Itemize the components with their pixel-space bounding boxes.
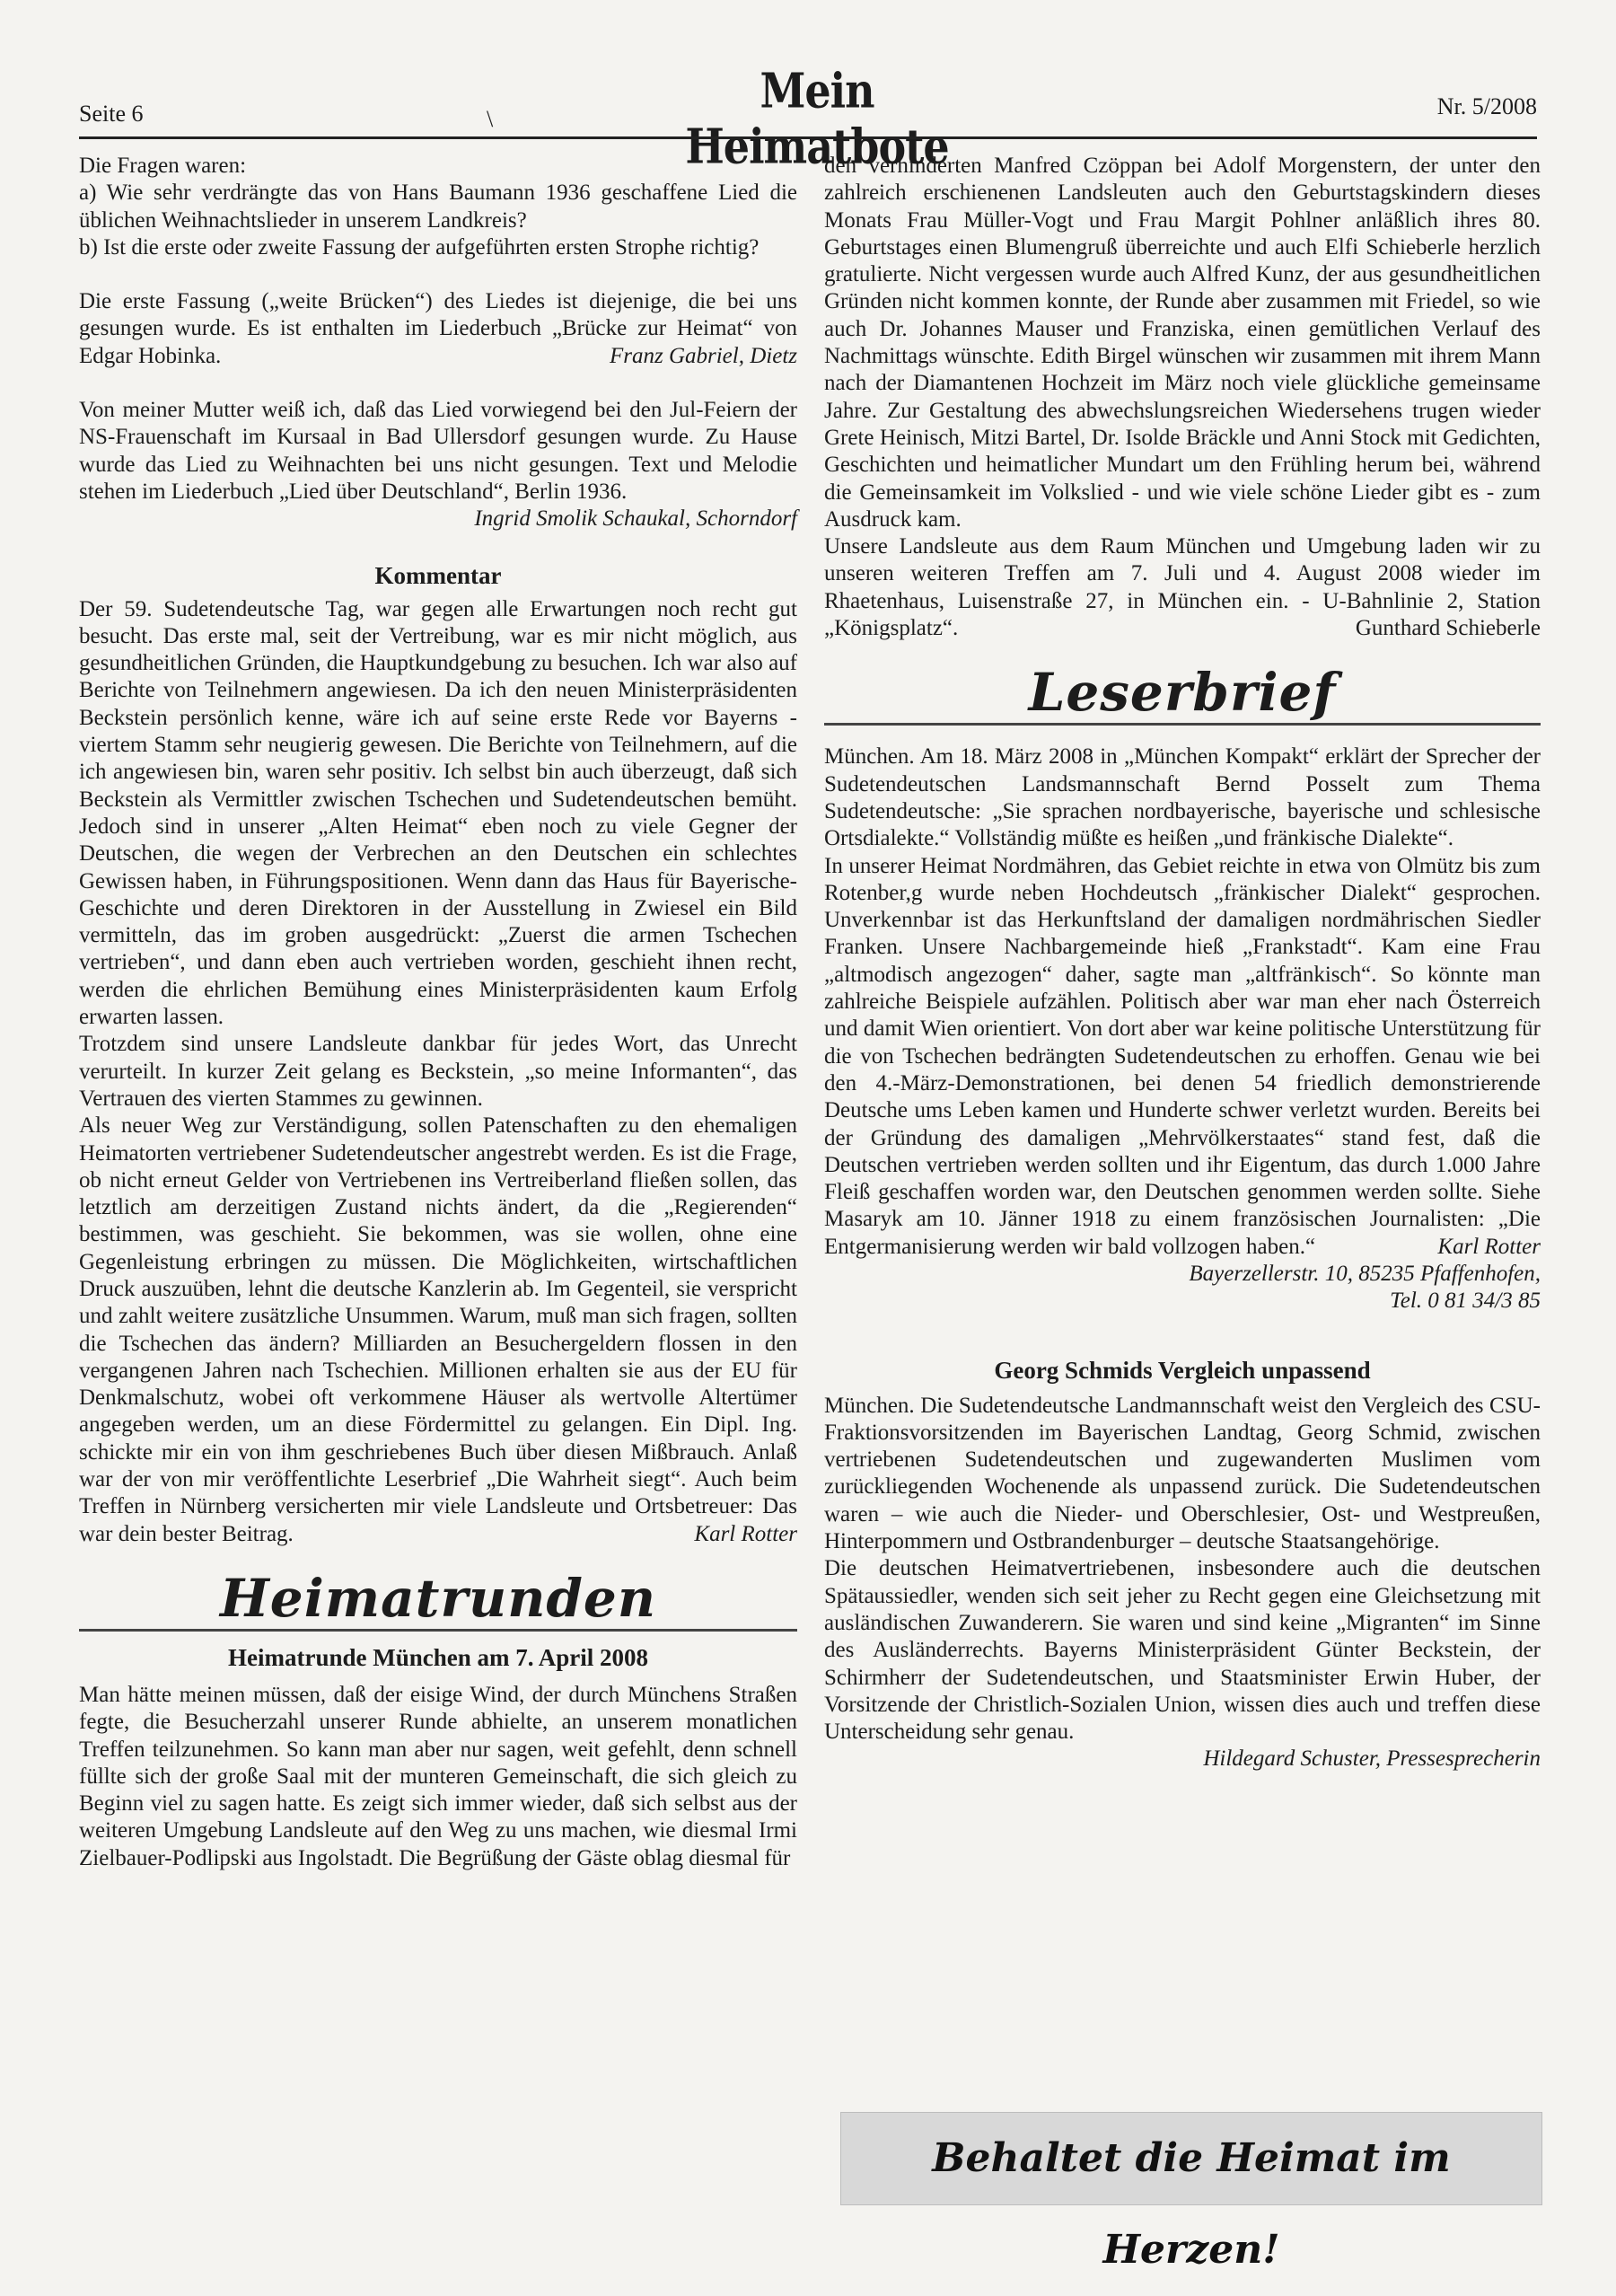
masthead-logo: Mein Heimatbote — [685, 62, 949, 175]
kommentar-paragraph-3-text: Als neuer Weg zur Verständigung, sollen Patenschaften zu den ehemaligen Heimatorten vertriebener Sudetendeutscher angestrebt werden. Es ist die Frage, ob nicht erneut Gelder von Vertriebenen ins Vertreiberland fließen sollen, das letztlich am derzeitigen Zustand nichts ändert, da die „Regierenden“ bestimmen, was geschieht. Sie bekommen, was sie wollen, ohne eine Gegenleistung erbringen zu müssen. Die Möglichkeiten, wirtschaftlichen Druck auszuüben, lehnt die deutsche Kanzlerin ab. Im Gegenteil, sie verspricht und zahlt weitere zusätzliche Unsummen. Warum, muß man sich fragen, sollten die Tschechen das ändern? Milliarden an Besuchergeldern flossen in den vergangenen Jahren nach Tschechien. Millionen erhalten sie aus der EU für Denkmalschutz, wobei oft verkommene Häuser als wertvolle Altertümer angegeben werden, um an diese Fördermittel zu gelangen. Ein Dipl. Ing. schickte mir ein von ihm geschriebenes Buch über diesen Mißbrauch. Anlaß war der von mir veröffentlichte Leserbrief „Die Wahrheit siegt“. Auch beim Treffen in Nürnberg versicherten mir viele Landsleute und Ortsbetreuer: Das war dein bester Beitrag. — [79, 1113, 797, 1546]
heimatrunden-section-title: Heimatrunden — [220, 1567, 656, 1629]
heimatrunde-heading: Heimatrunde München am 7. April 2008 — [227, 1643, 648, 1671]
heimatrunde-text: Man hätte meinen müssen, daß der eisige Wind, der durch Münchens Straßen fegte, die Besucherzahl unserer Runde abhielte, an unserem monatlichen Treffen teilzunehmen. So kann man aber nur sagen, weit gefehlt, denn schnell füllte sich der große Saal mit der munteren Gemeinschaft, die sich gleich zu Beginn viel zu sagen hatte. Es zeigt sich immer wieder, daß sich selbst aus der weiteren Umgebung Landsleute auf den Weg zu uns machen, wie diesmal Irmi Zielbauer-Podlipski aus Ingolstadt. Die Begrüßung der Gäste oblag diesmal für — [79, 1682, 797, 1870]
schmid-heading: Georg Schmids Vergleich unpassend — [994, 1356, 1371, 1384]
kommentar-paragraph-2: Trotzdem sind unsere Landsleute dankbar für jedes Wort, das Unrecht verurteilt. In kurzer Zeit gelang es Beckstein, „so meine Informanten“, das Vertrauen des vierten Stammes zu gewinnen. — [79, 1032, 797, 1111]
answer-2-text: Von meiner Mutter weiß ich, daß das Lied vorwiegend bei den Jul-Feiern der NS-Frauenschaft im Kursaal in Bad Ullersdorf gesungen wurde. Zu Hause wurde das Lied zu Weihnachten bei uns nicht gesungen. Text und Melodie stehen im Liederbuch „Lied über Deutschland“, Berlin 1936. — [79, 398, 797, 504]
kommentar-paragraph-1: Der 59. Sudetendeutsche Tag, war gegen alle Erwartungen noch recht gut besucht. Das erste mal, seit der Vertreibung, war es mir nicht möglich, aus gesundheitlichen Gründen, die Hauptkundgebung zu besuchen. Ich war also auf Berichte von Teilnehmern angewiesen. Da ich den neuen Ministerpräsidenten Beckstein persönlich kenne, wäre ich auf seine erste Rede vor Bayerns - viertem Stamm sehr neugierig gewesen. Die Berichte von Teilnehmern, auf die ich angewiesen bin, waren sehr positiv. Ich selbst bin auch überzeugt, daß sich Beckstein als Vermittler zwischen Tschechen und Sudetendeutschen bemüht. Jedoch sind in unserer „Alten Heimat“ eben noch zu viele Gegner der Deutschen, die wegen der Verbrechen an den Deutschen ein schlechtes Gewissen haben, in Führungspositionen. Wenn dann das Haus für Bayerische-Geschichte und deren Direktoren in der Ausstellung in Zwiesel ein Bild vermitteln, das im groben ausgedrückt: „Zuerst die armen Tschechen vertrieben“, und dann eben auch vertrieben worden, geschieht ihnen recht, werden die ehrlichen Bemühung eines Ministerpräsidenten kaum Erfolg erwarten lassen. — [79, 596, 797, 1030]
kommentar-author: Karl Rotter — [694, 1521, 797, 1546]
answer-1 — [79, 288, 797, 370]
right-column — [824, 153, 1541, 1773]
answer-1-text: Die erste Fassung („weite Brücken“) des Liedes ist diejenige, die bei uns gesungen wurde. Es ist enthalten im Liederbuch „Brücke zur Heimat“ von Edgar Hobinka. — [79, 289, 797, 368]
issue-number: Nr. 5/2008 — [1436, 93, 1537, 119]
answer-2-author: Ingrid Smolik Schaukal, Schorndorf — [474, 506, 797, 532]
header-rule — [79, 136, 1537, 139]
schmid-paragraph-2: Die deutschen Heimatvertriebenen, insbesondere auch die deutschen Spätaussiedler, wenden sich seit jeher zu Recht gegen eine Gleichsetzung mit ausländischen Zuwanderern. Sie waren und sind keine „Migranten“ im Sinne des Ausländerrechts. Bayerns Ministerpräsident Günter Beckstein, der Schirmherr der Sudetendeutschen, und Staatsminister Erwin Huber, der Vorsitzende der Christlich-Sozialen Union, wissen dies auch und treffen diese Unterscheidung sehr genau. — [824, 1556, 1541, 1745]
schmid-paragraph-1: München. Die Sudetendeutsche Landmannschaft weist den Vergleich des CSU-Fraktionsvorsitzenden im Bayerischen Landtag, Georg Schmid, zwischen vertriebenen Sudetendeutschen und zugewanderten Muslimen vom zurückliegenden Wochenende als unpassend zurück. Die Sudetendeutschen waren – wie auch die Nieder- und Oberschlesier, Ost- und Westpreußen, Hinterpommern und Ostbrandenburger – deutsche Staatsangehörige. — [824, 1393, 1541, 1554]
heimatrunde-continuation-2-text: Unsere Landsleute aus dem Raum München und Umgebung laden wir zu unseren weiteren Treffen am 7. Juli und 4. August 2008 wieder im Rhaetenhaus, Luisenstraße 27, in München ein. - U-Bahnlinie 2, Station „Königsplatz“. — [824, 534, 1541, 641]
heimatrunde-continuation-1: den verhinderten Manfred Czöppan bei Adolf Morgenstern, der unter den zahlreich erschienenen Landsleuten auch den Geburtstagskindern dieses Monats Frau Müller-Vogt und Frau Margit Pohlner anläßlich ihres 80. Geburtstages einen Blumengruß überreichte und auch Elfi Schieberle herzlich gratulierte. Nicht vergessen wurde auch Alfred Kunz, der aus gesundheitlichen Gründen nicht kommen konnte, der Runde aber zusammen mit Friedel, so wie auch Dr. Johannes Mauser und Franziska, einen gemütlichen Verlauf des Nachmittags wünschte. Edith Birgel wünschen wir zusammen mit ihrem Mann nach der Diamantenen Hochzeit im März noch viele glückliche gemeinsame Jahre. Zur Gestaltung des abwechslungsreichen Wiedersehens trugen wieder Grete Heinisch, Mitzi Bartel, Dr. Isolde Bräckle und Anni Stock mit Gedichten, Geschichten und heimatlicher Mundart um den Frühling herum bei, während die Gemeinsamkeit im Volkslied - und wie viele schöne Lieder gibt es - zum Ausdruck kam. — [824, 154, 1541, 532]
leserbrief-rule — [824, 723, 1541, 726]
schmid-author: Hildegard Schuster, Pressesprecherin — [1203, 1746, 1541, 1772]
leserbrief-author: Karl Rotter — [1437, 1234, 1541, 1259]
heimatrunde-continuation-2 — [824, 533, 1541, 642]
page-number: Seite 6 — [79, 101, 144, 127]
leserbrief-phone: Tel. 0 81 34/3 85 — [1390, 1289, 1541, 1314]
left-column — [79, 153, 797, 1872]
answer-1-author: Franz Gabriel, Dietz — [609, 343, 797, 368]
scan-mark: \ — [487, 106, 494, 132]
answer-2 — [79, 397, 797, 532]
question-b: b) Ist die erste oder zweite Fassung der aufgeführten ersten Strophe richtig? — [79, 234, 760, 260]
leserbrief-address: Bayerzellerstr. 10, 85235 Pfaffenhofen, — [1189, 1261, 1541, 1286]
leserbrief-paragraph-2 — [824, 853, 1541, 1261]
slogan-banner: Behaltet die Heimat im Herzen! — [840, 2112, 1542, 2205]
leserbrief-section-title: Leserbrief — [1028, 662, 1337, 724]
kommentar-paragraph-3 — [79, 1113, 797, 1548]
leserbrief-paragraph-1: München. Am 18. März 2008 in „München Kompakt“ erklärt der Sprecher der Sudetendeutschen Landsmannschaft Bernd Posselt zum Thema Sudetendeutsche: „Sie sprachen nordbayerische, bayerische und schlesische Ortsdialekte.“ Vollständig müßte es heißen „und fränkische Dialekte“. — [824, 744, 1541, 851]
kommentar-heading: Kommentar — [374, 561, 502, 589]
question-a: a) Wie sehr verdrängte das von Hans Baumann 1936 geschaffene Lied die üblichen Weihnachtslieder in unserem Landkreis? — [79, 180, 797, 233]
heimatrunden-rule — [79, 1629, 797, 1632]
leserbrief-paragraph-2-text: In unserer Heimat Nordmähren, das Gebiet reichte in etwa von Olmütz bis zum Rotenber,g wurde neben Hochdeutsch „fränkischer Dialekt“ gesprochen. Unverkennbar ist das Herkunftsland der damaligen nordmährischen Siedler Franken. Unsere Nachbargemeinde hieß „Frankstadt“. Kam eine Frau „altmodisch angezogen“ daher, sagte man „altfränkisch“. So könnte man zahlreiche Beispiele aufzählen. Politisch aber war man eher nach Österreich und damit Wien orientiert. Von dort aber war keine politische Unterstützung für die von Tschechen bedrängten Sudetendeutschen zu erhoffen. Genau wie bei den 4.-März-Demonstrationen, bei denen 54 friedlich demonstrierende Deutsche ums Leben kamen und Hunderte schwer verletzt wurden. Bereits bei der Gründung des damaligen „Mehrvölkerstaates“ stand fest, daß die Deutschen vertrieben werden sollten und ihr Eigentum, das durch 1.000 Jahre Fleiß geschaffen worden war, den Deutschen genommen werden sollte. Siehe Masaryk am 10. Jänner 1918 zu einem französischen Journalisten: „Die Entgermanisierung werden wir bald vollzogen haben.“ — [824, 853, 1541, 1259]
heimatrunde-author: Gunthard Schieberle — [1355, 616, 1541, 641]
questions-intro: Die Fragen waren: — [79, 154, 247, 178]
